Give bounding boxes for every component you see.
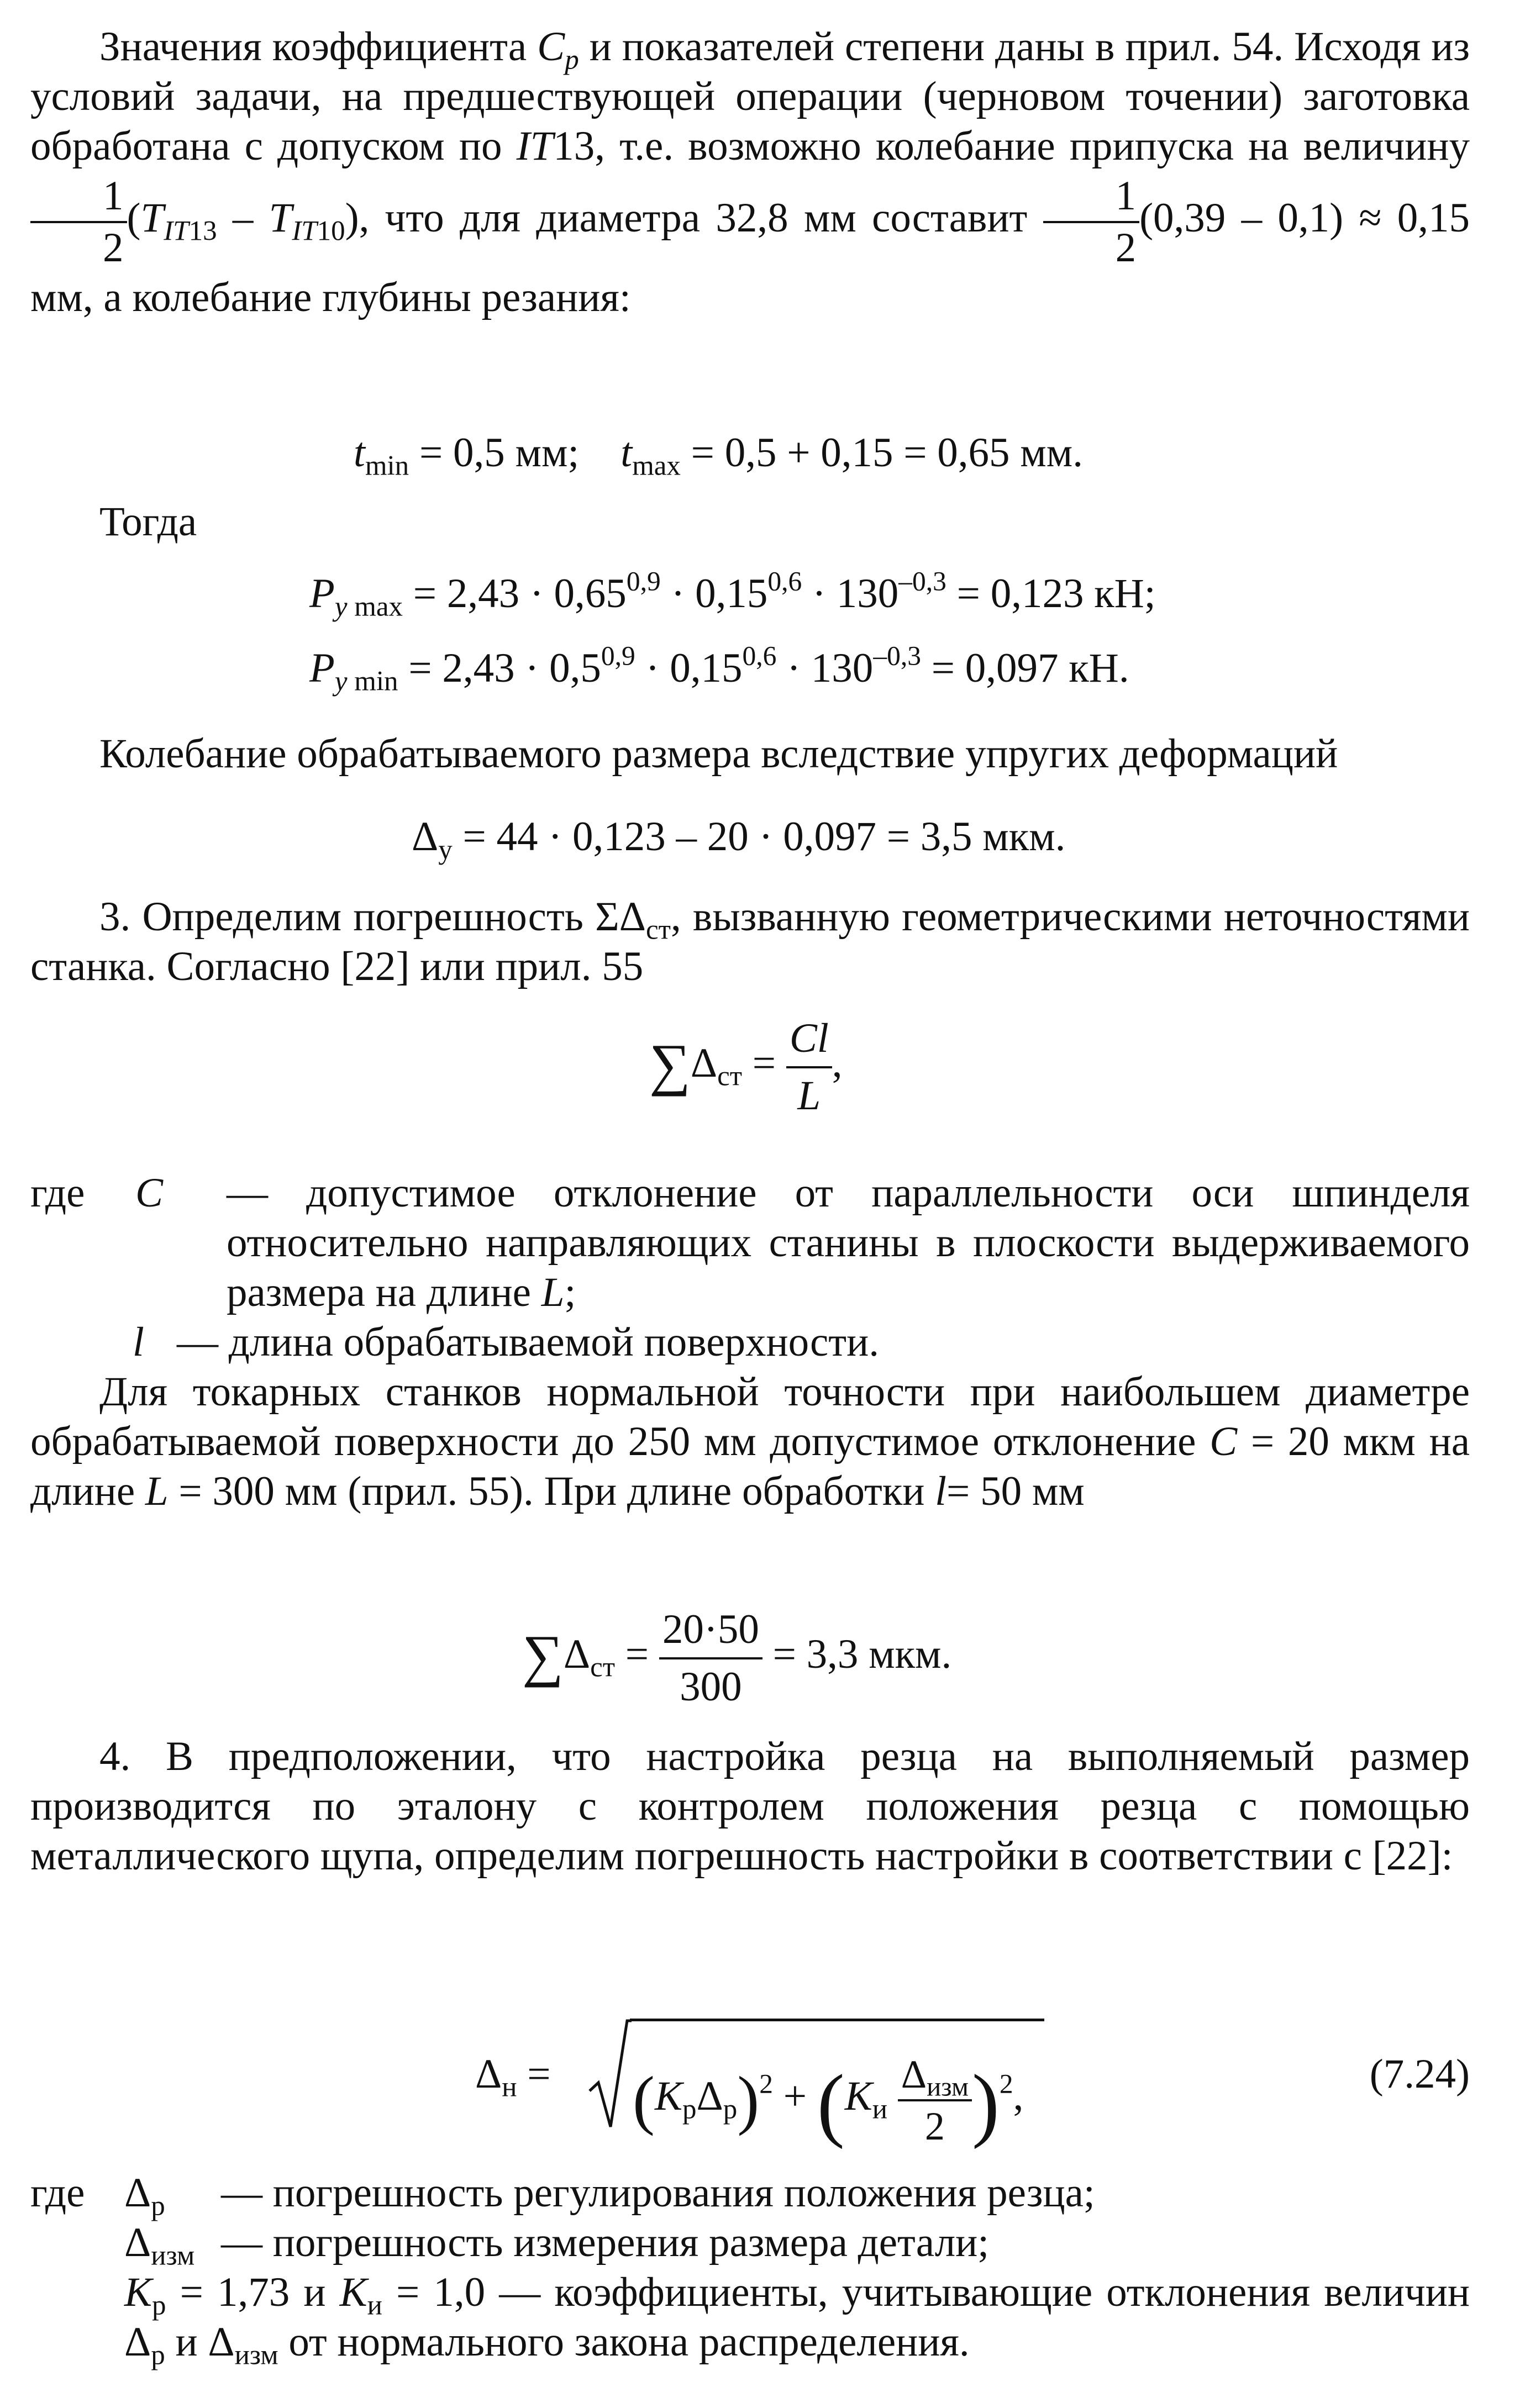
paragraph-step-3: 3. Определим погрешность $\Sigma\Delta_{ст}$, вызванную геометрическими неточностями станка. Согласно [22] или прил. 55: [30, 894, 1470, 989]
text-togda: Тогда: [99, 499, 197, 545]
definition-c: — допустимое отклонение от параллельности оси шпинделя относительно направляющих станины в плоскости выдерживаемого размера на длине L;: [227, 1170, 1470, 1315]
equation-sum-delta-st: $\sum\Delta_{ст}$ = $\frac{Cl}{L}$ ,: [649, 1011, 842, 1124]
symbol-l: l: [133, 1319, 144, 1365]
definition-coefficients: $K_р = 1,73$ и $K_и = 1,0$ — коэффициенты, учитывающие отклонения величин $\Delta_р$ и $\Delta_{изм}$ от нормального закона распределения.: [124, 2269, 1470, 2371]
symbol-delta-izm: $\Delta_{изм}$: [124, 2220, 195, 2272]
equation-delta-y: $\Delta_у = 44 \cdot 0,123 - 20 \cdot 0,097 = 3,5$ мкм.: [412, 814, 1066, 866]
equation-py-max: $P_{y max} = 2,43 \cdot 0,65^{0,9} \cdot 0,15^{0,6} \cdot 130^{-0,3} = 0,123$ кН;: [309, 566, 1156, 623]
symbol-delta-p: $\Delta_р$: [124, 2170, 165, 2222]
paragraph-tolerance: Значения коэффициента $C_p$ и показателей степени даны в прил. 54. Исходя из условий задачи, на предшествующей операции (черновом точении) заготовка обработана с допуском по IT13, т.е. возможно колебание припуска на величину $\frac{1}{2}$ $(T_{IT13} - T_{IT10})$, что для диаметра 32,8 мм составит $\frac{1}{2}$ (0,39 – 0,1) ≈ 0,15 мм, а колебание глубины резания:: [30, 24, 1470, 320]
paragraph-elastic: Колебание обрабатываемого размера вследствие упругих деформаций: [99, 731, 1338, 777]
paragraph-step-4: 4. В предположении, что настройка резца на выполняемый размер производится по эталону с контролем положения резца с помощью металлического щупа, определим погрешность настройки в соответствии с [22]:: [30, 1733, 1470, 1879]
sqrt-sign-icon: [588, 2016, 633, 2132]
label-where: где: [30, 2170, 85, 2216]
definition-l: — длина обрабатываемой поверхности.: [177, 1319, 879, 1365]
definition-delta-izm: — погрешность измерения размера детали;: [221, 2220, 990, 2265]
label-where: где: [30, 1170, 85, 1216]
equation-depth: $t_{min} = 0,5$ мм; $t_{max} = 0,5 + 0,15 = 0,65$ мм.: [354, 430, 1083, 482]
equation-py-min: $P_{y min} = 2,43 \cdot 0,5^{0,9} \cdot 0,15^{0,6} \cdot 130^{-0,3} = 0,097$ кН.: [309, 640, 1129, 697]
definition-delta-p: — погрешность регулирования положения резца;: [221, 2170, 1095, 2216]
fraction-half: $\frac{1}{2}$: [1043, 171, 1140, 273]
paragraph-deviation: Для токарных станков нормальной точности при наибольшем диаметре обрабатываемой поверхности до 250 мм допустимое отклонение C = 20 мкм на длине L = 300 мм (прил. 55). При длине обработки l= 50 мм: [30, 1369, 1470, 1514]
equation-sum-delta-st-value: $\sum\Delta_{ст}$ = $\frac{20\cdot 50}{300}$ = 3,3 мкм.: [522, 1602, 951, 1715]
fraction-half: $\frac{1}{2}$: [30, 171, 127, 273]
equation-7-24: $\Delta_н$ = $(K_р\Delta_р)^2 + (K_и$ $\frac{\Delta_{изм}}{2}$ )$^2$, (7.24): [30, 2016, 1470, 2132]
symbol-c: C: [135, 1170, 164, 1216]
